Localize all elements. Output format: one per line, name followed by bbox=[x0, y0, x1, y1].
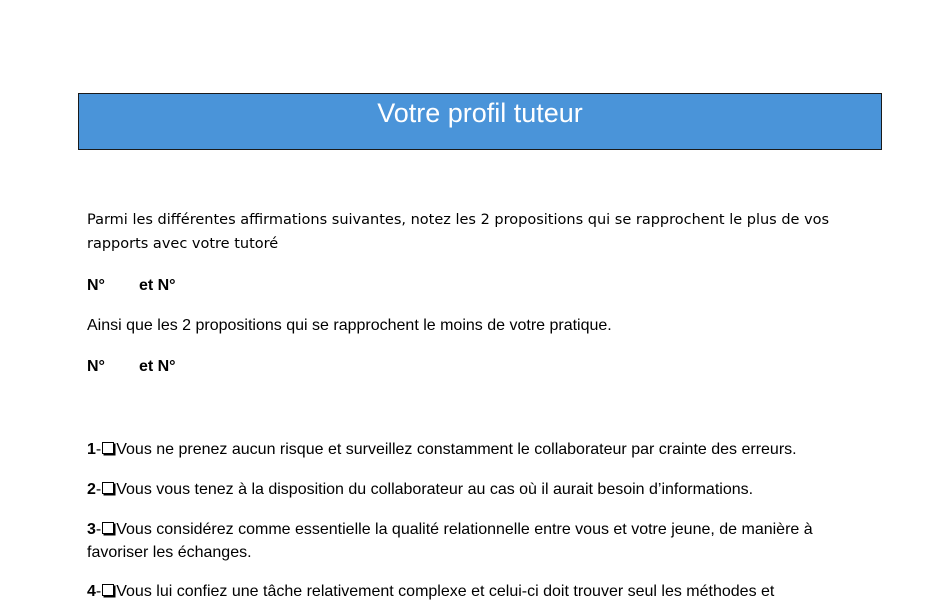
checkbox-icon[interactable] bbox=[102, 442, 114, 454]
checkbox-icon[interactable] bbox=[102, 482, 114, 494]
list-item: 4- Vous lui confiez une tâche relativement complexe et celui-ci doit trouver seul les méthodes et bbox=[87, 583, 775, 600]
answer-label-first: N° bbox=[87, 358, 105, 375]
intro-paragraph: Parmi les différentes affirmations suivantes, notez les 2 propositions qui se rapprochent le plus de vos rapports avec votre tutoré bbox=[87, 212, 830, 252]
checkbox-icon[interactable] bbox=[102, 584, 114, 596]
answer-line-least bbox=[87, 356, 176, 378]
list-item: 3- Vous considérez comme essentielle la qualité relationnelle entre vous et votre jeune, de manière à favoriser les échanges. bbox=[87, 521, 813, 561]
checkbox-icon[interactable] bbox=[102, 522, 114, 534]
title-banner bbox=[78, 93, 882, 150]
list-item: 1- Vous ne prenez aucun risque et surveillez constamment le collaborateur par crainte des erreurs. bbox=[87, 441, 797, 458]
answer-line-most bbox=[87, 275, 176, 297]
answer-label-second: et N° bbox=[138, 358, 176, 375]
list-item: 2- Vous vous tenez à la disposition du collaborateur au cas où il aurait besoin d’informations. bbox=[87, 481, 754, 498]
answer-label-first: N° bbox=[87, 277, 105, 294]
page-title: Votre profil tuteur bbox=[377, 98, 583, 128]
answer-label-second: et N° bbox=[138, 277, 176, 294]
subtitle-paragraph: Ainsi que les 2 propositions qui se rapprochent le moins de votre pratique. bbox=[87, 317, 612, 334]
